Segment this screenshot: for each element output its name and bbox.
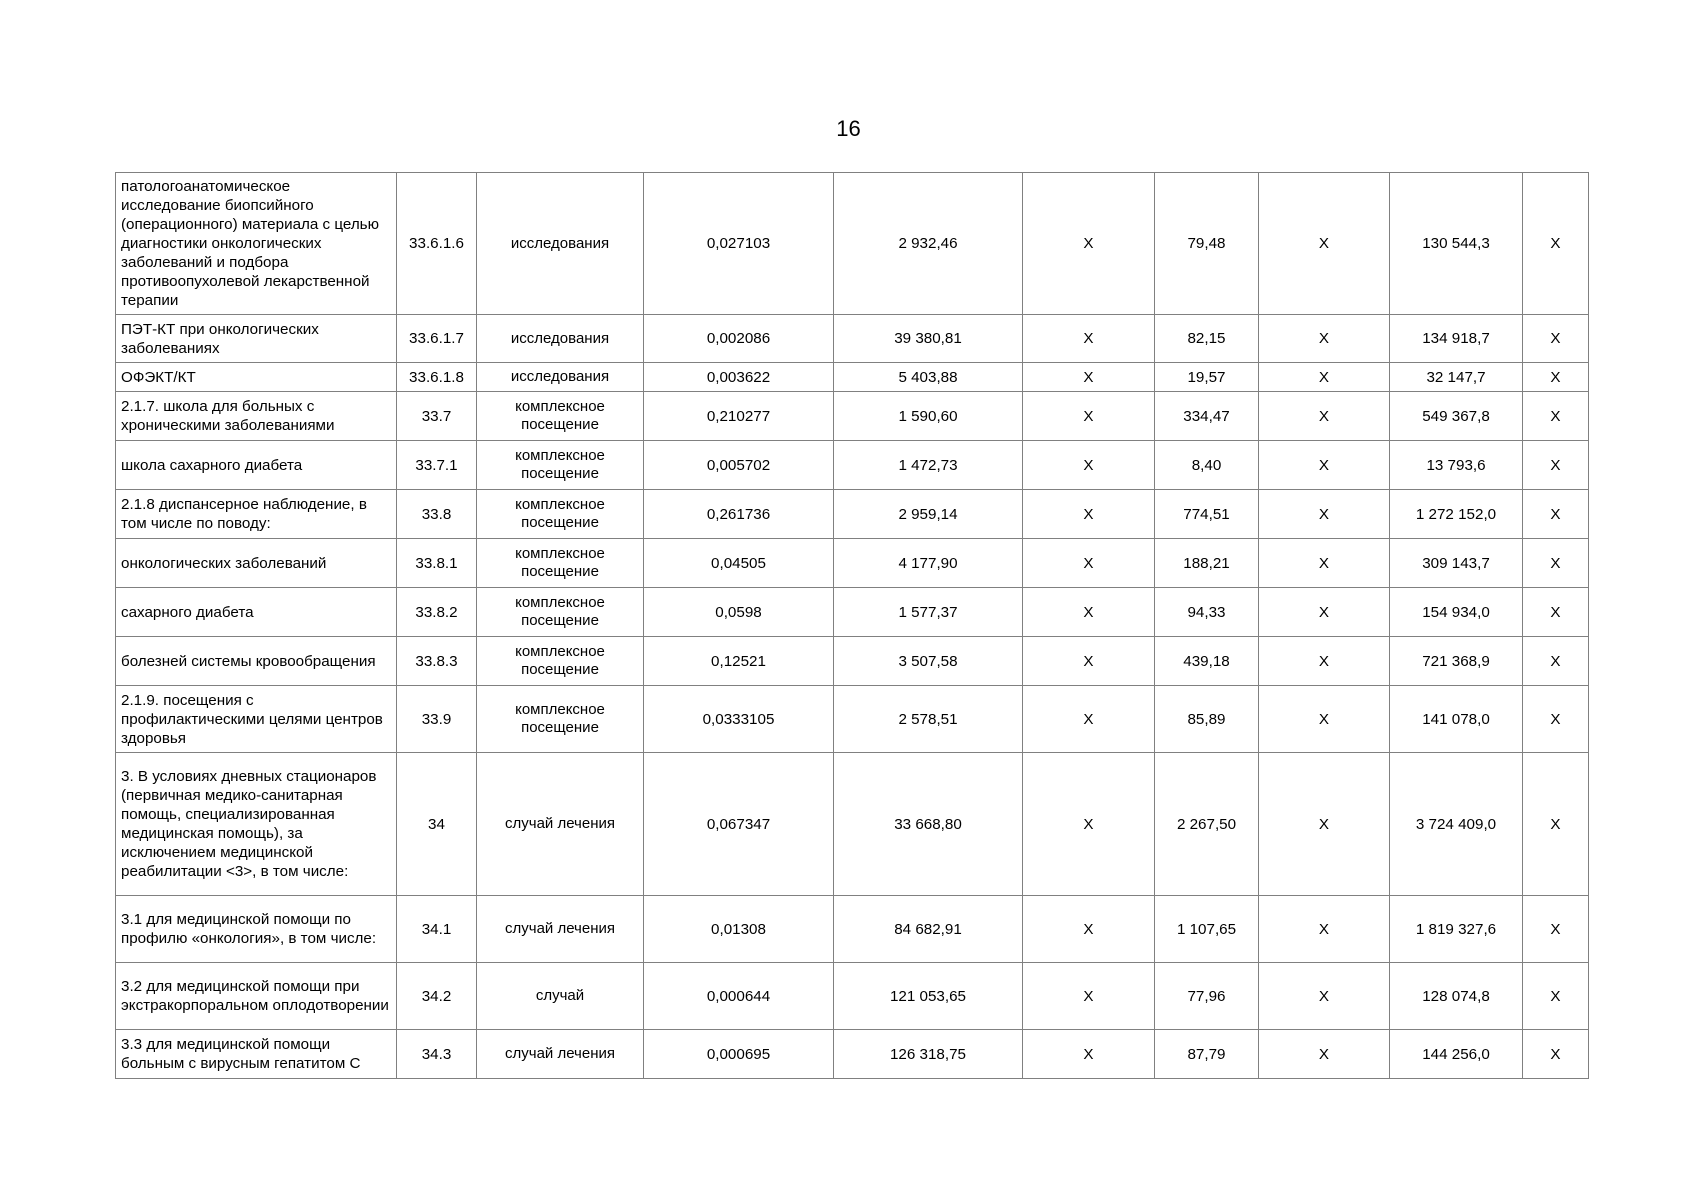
row-norm: 0,0333105 (644, 686, 834, 753)
row-col10: X (1523, 173, 1589, 315)
row-col10: X (1523, 1030, 1589, 1079)
row-col8: X (1259, 896, 1390, 963)
table-row (116, 441, 1589, 490)
row-cost: 39 380,81 (834, 315, 1023, 363)
row-col9: 154 934,0 (1390, 588, 1523, 637)
row-col7: 439,18 (1155, 637, 1259, 686)
row-code: 33.7.1 (397, 441, 477, 490)
row-col9: 721 368,9 (1390, 637, 1523, 686)
table-row (116, 963, 1589, 1030)
row-col10: X (1523, 363, 1589, 392)
row-name: болезней системы кровообращения (116, 637, 397, 686)
row-code: 33.8.2 (397, 588, 477, 637)
row-col9: 3 724 409,0 (1390, 753, 1523, 896)
row-col9: 13 793,6 (1390, 441, 1523, 490)
row-unit: случай лечения (477, 896, 644, 963)
row-col6: X (1023, 686, 1155, 753)
row-cost: 4 177,90 (834, 539, 1023, 588)
row-cost: 3 507,58 (834, 637, 1023, 686)
row-name: 2.1.8 диспансерное наблюдение, в том числе по поводу: (116, 490, 397, 539)
row-norm: 0,01308 (644, 896, 834, 963)
row-col10: X (1523, 490, 1589, 539)
row-name: 3.1 для медицинской помощи по профилю «онкология», в том числе: (116, 896, 397, 963)
row-norm: 0,002086 (644, 315, 834, 363)
row-col7: 774,51 (1155, 490, 1259, 539)
row-col7: 2 267,50 (1155, 753, 1259, 896)
row-cost: 2 578,51 (834, 686, 1023, 753)
row-col6: X (1023, 963, 1155, 1030)
row-unit: комплексное посещение (477, 686, 644, 753)
row-code: 33.9 (397, 686, 477, 753)
row-col7: 1 107,65 (1155, 896, 1259, 963)
row-unit: комплексное посещение (477, 588, 644, 637)
row-code: 33.6.1.7 (397, 315, 477, 363)
row-col10: X (1523, 588, 1589, 637)
row-norm: 0,04505 (644, 539, 834, 588)
row-unit: комплексное посещение (477, 392, 644, 441)
row-unit: комплексное посещение (477, 539, 644, 588)
row-name: сахарного диабета (116, 588, 397, 637)
row-col7: 334,47 (1155, 392, 1259, 441)
row-col6: X (1023, 896, 1155, 963)
row-col7: 8,40 (1155, 441, 1259, 490)
table-row (116, 588, 1589, 637)
row-col7: 79,48 (1155, 173, 1259, 315)
row-name: 3. В условиях дневных стационаров (первичная медико-санитарная помощь, специализированная медицинская помощь), за исключением медицинской реабилитации <3>, в том числе: (116, 753, 397, 896)
row-col6: X (1023, 392, 1155, 441)
row-col6: X (1023, 539, 1155, 588)
row-code: 34 (397, 753, 477, 896)
row-code: 33.8.1 (397, 539, 477, 588)
row-unit: случай лечения (477, 1030, 644, 1079)
row-col8: X (1259, 637, 1390, 686)
row-col10: X (1523, 315, 1589, 363)
row-name: ОФЭКТ/КТ (116, 363, 397, 392)
row-col9: 128 074,8 (1390, 963, 1523, 1030)
row-col10: X (1523, 686, 1589, 753)
row-col8: X (1259, 441, 1390, 490)
row-col8: X (1259, 1030, 1390, 1079)
row-col8: X (1259, 315, 1390, 363)
row-unit: случай (477, 963, 644, 1030)
data-table (115, 172, 1589, 1079)
row-cost: 2 959,14 (834, 490, 1023, 539)
row-col8: X (1259, 686, 1390, 753)
row-cost: 84 682,91 (834, 896, 1023, 963)
row-norm: 0,000644 (644, 963, 834, 1030)
page-number: 16 (836, 116, 861, 141)
table-row (116, 392, 1589, 441)
row-col6: X (1023, 1030, 1155, 1079)
row-code: 34.3 (397, 1030, 477, 1079)
table-row (116, 363, 1589, 392)
row-col10: X (1523, 392, 1589, 441)
row-col6: X (1023, 637, 1155, 686)
row-code: 33.7 (397, 392, 477, 441)
table-row (116, 686, 1589, 753)
row-name: онкологических заболеваний (116, 539, 397, 588)
row-col9: 1 819 327,6 (1390, 896, 1523, 963)
row-norm: 0,261736 (644, 490, 834, 539)
table-row (116, 315, 1589, 363)
table-row (116, 490, 1589, 539)
row-col10: X (1523, 441, 1589, 490)
row-col7: 82,15 (1155, 315, 1259, 363)
row-cost: 121 053,65 (834, 963, 1023, 1030)
row-unit: случай лечения (477, 753, 644, 896)
row-code: 33.8.3 (397, 637, 477, 686)
row-col7: 188,21 (1155, 539, 1259, 588)
row-norm: 0,067347 (644, 753, 834, 896)
row-col9: 141 078,0 (1390, 686, 1523, 753)
row-code: 34.1 (397, 896, 477, 963)
row-code: 34.2 (397, 963, 477, 1030)
row-name: 2.1.7. школа для больных с хроническими заболеваниями (116, 392, 397, 441)
row-cost: 126 318,75 (834, 1030, 1023, 1079)
row-unit: комплексное посещение (477, 637, 644, 686)
row-name: школа сахарного диабета (116, 441, 397, 490)
row-col6: X (1023, 441, 1155, 490)
table-row (116, 896, 1589, 963)
row-unit: исследования (477, 363, 644, 392)
row-col6: X (1023, 315, 1155, 363)
row-col6: X (1023, 173, 1155, 315)
row-code: 33.6.1.6 (397, 173, 477, 315)
table-row (116, 1030, 1589, 1079)
row-col7: 77,96 (1155, 963, 1259, 1030)
row-col6: X (1023, 363, 1155, 392)
row-col10: X (1523, 753, 1589, 896)
row-name: патологоанатомическое исследование биопсийного (операционного) материала с целью диагностики онкологических заболеваний и подбора противоопухолевой лекарственной терапии (116, 173, 397, 315)
table-row (116, 173, 1589, 315)
row-cost: 1 590,60 (834, 392, 1023, 441)
row-cost: 2 932,46 (834, 173, 1023, 315)
row-unit: комплексное посещение (477, 490, 644, 539)
row-col9: 130 544,3 (1390, 173, 1523, 315)
row-name: 3.2 для медицинской помощи при экстракорпоральном оплодотворении (116, 963, 397, 1030)
row-unit: исследования (477, 173, 644, 315)
row-unit: исследования (477, 315, 644, 363)
table-row (116, 539, 1589, 588)
row-col7: 94,33 (1155, 588, 1259, 637)
row-col8: X (1259, 963, 1390, 1030)
row-norm: 0,027103 (644, 173, 834, 315)
row-col7: 87,79 (1155, 1030, 1259, 1079)
row-cost: 33 668,80 (834, 753, 1023, 896)
row-col9: 32 147,7 (1390, 363, 1523, 392)
table-row (116, 637, 1589, 686)
row-col9: 1 272 152,0 (1390, 490, 1523, 539)
row-col7: 85,89 (1155, 686, 1259, 753)
row-code: 33.6.1.8 (397, 363, 477, 392)
row-col8: X (1259, 753, 1390, 896)
row-col8: X (1259, 588, 1390, 637)
row-col8: X (1259, 173, 1390, 315)
row-unit: комплексное посещение (477, 441, 644, 490)
row-norm: 0,12521 (644, 637, 834, 686)
row-col9: 549 367,8 (1390, 392, 1523, 441)
row-name: 2.1.9. посещения с профилактическими целями центров здоровья (116, 686, 397, 753)
row-col10: X (1523, 896, 1589, 963)
row-col9: 134 918,7 (1390, 315, 1523, 363)
row-col8: X (1259, 490, 1390, 539)
row-code: 33.8 (397, 490, 477, 539)
row-col9: 144 256,0 (1390, 1030, 1523, 1079)
row-col6: X (1023, 588, 1155, 637)
row-norm: 0,003622 (644, 363, 834, 392)
row-col7: 19,57 (1155, 363, 1259, 392)
row-col8: X (1259, 392, 1390, 441)
row-norm: 0,210277 (644, 392, 834, 441)
row-col6: X (1023, 490, 1155, 539)
row-cost: 1 577,37 (834, 588, 1023, 637)
table-body (116, 173, 1589, 1079)
table-row (116, 753, 1589, 896)
row-name: ПЭТ-КТ при онкологических заболеваниях (116, 315, 397, 363)
row-col8: X (1259, 539, 1390, 588)
row-cost: 5 403,88 (834, 363, 1023, 392)
row-col10: X (1523, 637, 1589, 686)
row-name: 3.3 для медицинской помощи больным с вирусным гепатитом С (116, 1030, 397, 1079)
row-norm: 0,0598 (644, 588, 834, 637)
row-col9: 309 143,7 (1390, 539, 1523, 588)
row-cost: 1 472,73 (834, 441, 1023, 490)
row-norm: 0,005702 (644, 441, 834, 490)
row-col10: X (1523, 963, 1589, 1030)
row-col10: X (1523, 539, 1589, 588)
row-norm: 0,000695 (644, 1030, 834, 1079)
row-col8: X (1259, 363, 1390, 392)
row-col6: X (1023, 753, 1155, 896)
